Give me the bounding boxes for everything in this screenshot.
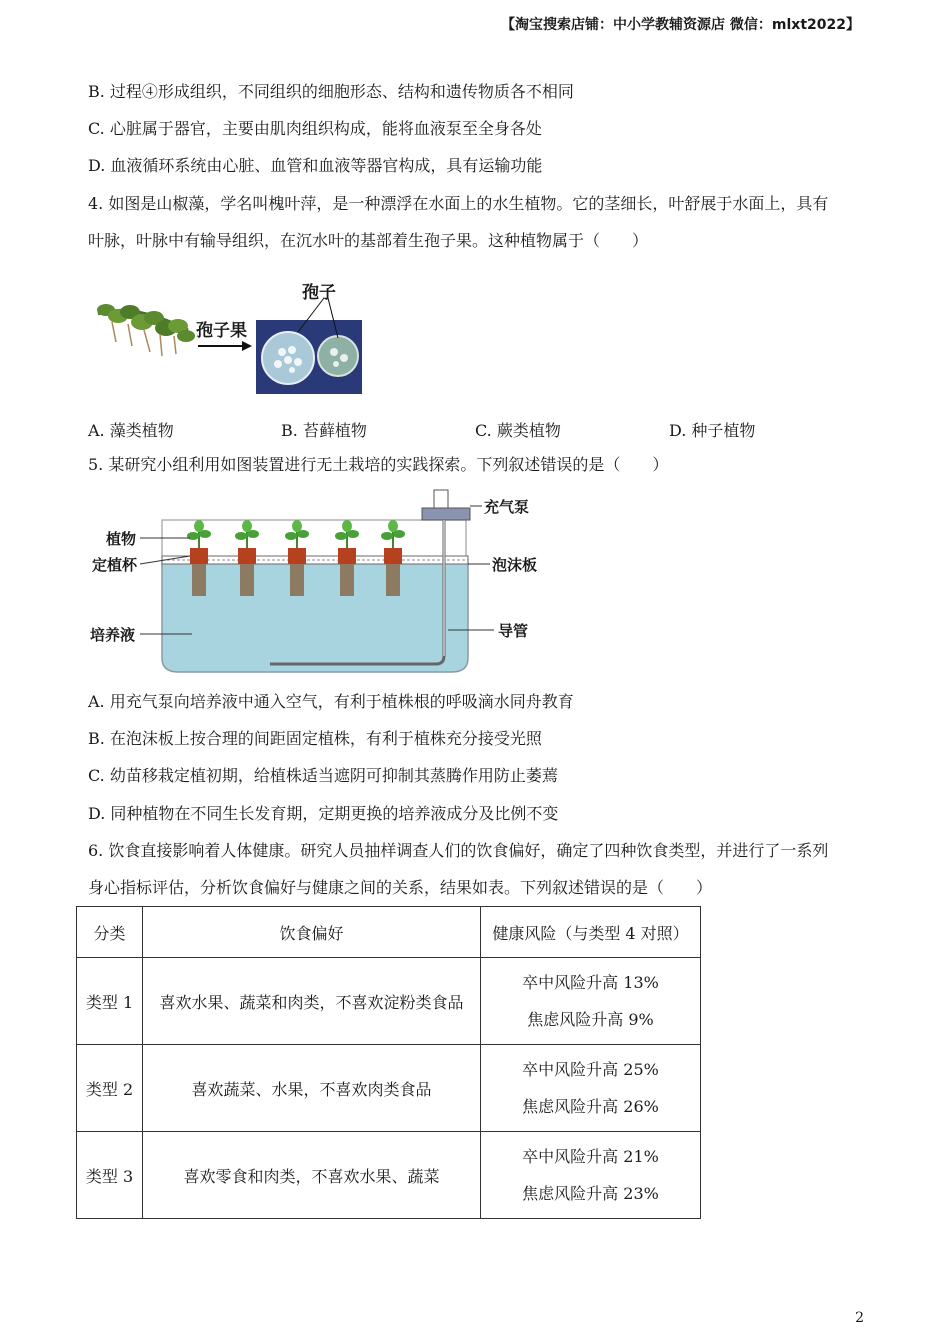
row-preference: 喜欢水果、蔬菜和肉类，不喜欢淀粉类食品 (143, 958, 481, 1045)
cup-label: 定植杯 (92, 556, 138, 574)
row-preference: 喜欢蔬菜、水果，不喜欢肉类食品 (143, 1045, 481, 1132)
q4-stem-line1: 4. 如图是山椒藻，学名叫槐叶萍，是一种漂浮在水面上的水生植物。它的茎细长，叶舒展于水面上，具有 (88, 194, 829, 213)
q3-option-c: C. 心脏属于器官，主要由肌肉组织构成，能将血液泵至全身各处 (88, 119, 542, 138)
pump-icon (422, 490, 470, 520)
anxiety-risk: 焦虑风险升高 23% (522, 1184, 659, 1203)
row-type: 类型 1 (77, 958, 143, 1045)
q3-option-d: D. 血液循环系统由心脏、血管和血液等器官构成，具有运输功能 (88, 156, 543, 175)
row-risk (481, 1132, 701, 1219)
table-header-row (77, 907, 701, 958)
q5-stem: 5. 某研究小组利用如图装置进行无土栽培的实践探索。下列叙述错误的是（ ） (88, 455, 669, 474)
q4-figure (92, 272, 372, 398)
stroke-risk: 卒中风险升高 25% (522, 1060, 659, 1079)
row-type: 类型 2 (77, 1045, 143, 1132)
sporocarp-right (318, 336, 358, 376)
solution-label: 培养液 (90, 626, 136, 644)
plant-label: 植物 (106, 530, 137, 548)
row-risk (481, 1045, 701, 1132)
header-type: 分类 (77, 907, 143, 958)
pump-label: 充气泵 (484, 498, 530, 516)
q5-option-d: D. 同种植物在不同生长发育期，定期更换的培养液成分及比例不变 (88, 804, 559, 823)
arrow-icon (198, 341, 252, 351)
q5-option-c: C. 幼苗移栽定植初期，给植株适当遮阴可抑制其蒸腾作用防止萎蔫 (88, 766, 558, 785)
container-tank (162, 562, 468, 672)
q4-stem-line2: 叶脉，叶脉中有输导组织，在沉水叶的基部着生孢子果。这种植物属于（ ） (88, 231, 649, 250)
plant-shape (97, 304, 195, 356)
q5-figure (86, 486, 556, 680)
q4-option-a: A. 藻类植物 (88, 421, 174, 440)
header-risk: 健康风险（与类型 4 对照） (481, 907, 701, 958)
q6-stem-line1: 6. 饮食直接影响着人体健康。研究人员抽样调查人们的饮食偏好，确定了四种饮食类型，并进行了一系列 (88, 841, 829, 860)
foam-label: 泡沫板 (492, 556, 538, 574)
q6-stem-line2: 身心指标评估，分析饮食偏好与健康之间的关系，结果如表。下列叙述错误的是（ ） (88, 878, 713, 897)
stroke-risk: 卒中风险升高 21% (522, 1147, 659, 1166)
table-row (77, 958, 701, 1045)
anxiety-risk: 焦虑风险升高 26% (522, 1097, 659, 1116)
row-risk (481, 958, 701, 1045)
stroke-risk: 卒中风险升高 13% (522, 973, 659, 992)
q5-option-b: B. 在泡沫板上按合理的间距固定植株，有利于植株充分接受光照 (88, 729, 542, 748)
anxiety-risk: 焦虑风险升高 9% (527, 1010, 654, 1029)
q5-option-a: A. 用充气泵向培养液中通入空气，有利于植株根的呼吸滴水同舟教育 (88, 692, 574, 711)
row-preference: 喜欢零食和肉类，不喜欢水果、蔬菜 (143, 1132, 481, 1219)
spore-label: 孢子 (302, 283, 336, 303)
row-type: 类型 3 (77, 1132, 143, 1219)
page-header: 【淘宝搜索店铺：中小学教辅资源店 微信：mlxt2022】 (501, 17, 860, 33)
page-number: 2 (855, 1310, 864, 1326)
q4-option-d: D. 种子植物 (669, 421, 756, 440)
risk-table (76, 906, 701, 1219)
table-row (77, 1132, 701, 1219)
tube-label: 导管 (498, 622, 529, 640)
header-preference: 饮食偏好 (143, 907, 481, 958)
q4-option-b: B. 苔藓植物 (281, 421, 367, 440)
table-row (77, 1045, 701, 1132)
q3-option-b: B. 过程④形成组织，不同组织的细胞形态、结构和遗传物质各不相同 (88, 82, 574, 101)
q4-option-c: C. 蕨类植物 (475, 421, 561, 440)
sporocarp-label: 孢子果 (196, 321, 247, 341)
